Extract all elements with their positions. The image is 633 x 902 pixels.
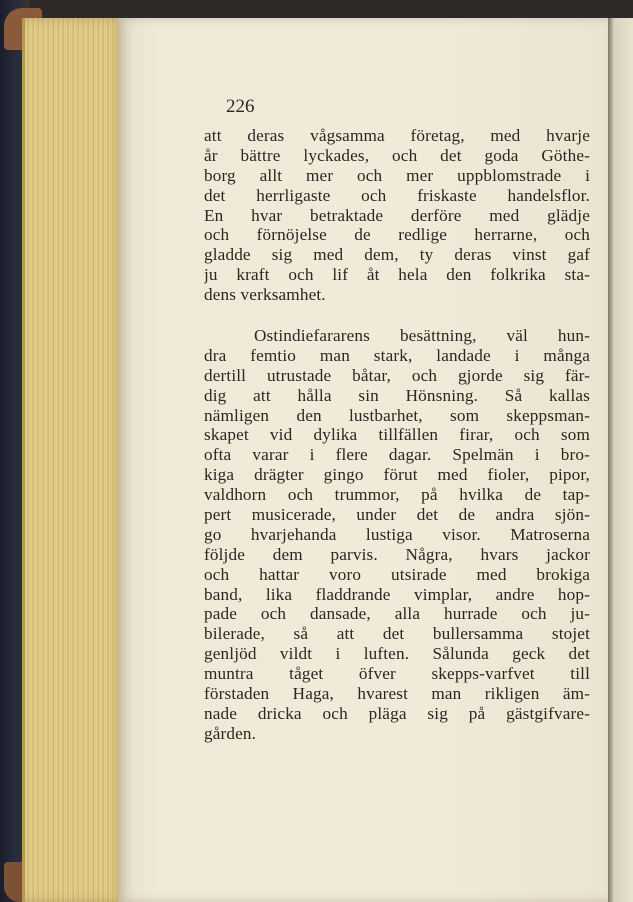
text-line: förstaden Haga, hvarest man rikligen äm- [204,684,590,704]
text-line: och förnöjelse de redlige herrarne, och [204,225,590,245]
page-number: 226 [226,96,255,117]
text-line: genljöd vildt i luften. Sålunda geck det [204,644,590,664]
paragraph-2 [204,326,590,744]
text-line: En hvar betraktade derföre med glädje [204,205,590,225]
text-line: ofta varar i flere dagar. Spelmän i bro- [204,445,590,465]
text-line: Ostindiefararens besättning, väl hun- [254,326,590,346]
text-line: band, lika fladdrande vimplar, andre hop- [204,584,590,604]
text-line: dens verksamhet. [204,285,326,305]
paragraph-1 [204,126,590,305]
page-edges [22,18,127,902]
text-line: go hvarjehanda lustiga visor. Matroserna [204,524,590,544]
text-line: valdhorn och trummor, på hvilka de tap- [204,485,590,505]
text-line: år bättre lyckades, och det goda Göthe- [204,145,590,165]
text-line: pert musicerade, under det de andra sjön- [204,505,590,525]
text-line: pade och dansade, alla hurrade och ju- [204,604,590,624]
text-line: gården. [204,723,257,743]
text-line: det herrligaste och friskaste handelsflor. [204,185,590,205]
text-line: ju kraft och lif åt hela den folkrika sta- [204,265,590,285]
text-line: skapet vid dylika tillfällen firar, och som [204,425,590,445]
text-line: kiga drägter gingo förut med fioler, pipor, [204,465,590,485]
text-line: borg allt mer och mer uppblomstrade i [204,165,590,185]
text-line: muntra tåget öfver skepps-varfvet till [204,664,590,684]
text-line: dra femtio man stark, landade i många [204,345,590,365]
text-line: att deras vågsamma företag, med hvarje [204,126,590,145]
text-line: gladde sig med dem, ty deras vinst gaf [204,245,590,265]
text-line: följde dem parvis. Några, hvars jackor [204,544,590,564]
text-line: och hattar voro utsirade med brokiga [204,564,590,584]
text-line: bilerade, så att det bullersamma stojet [204,624,590,644]
text-line: dertill utrustade båtar, och gjorde sig fär- [204,365,590,385]
facing-page-edge [608,18,633,902]
paragraph-gap [204,305,590,326]
body-text [204,126,590,744]
text-line: nämligen den lustbarhet, som skeppsman- [204,405,590,425]
text-line: nade dricka och pläga sig på gästgifvare- [204,703,590,723]
text-line: dig att hålla sin Hönsning. Så kallas [204,385,590,405]
